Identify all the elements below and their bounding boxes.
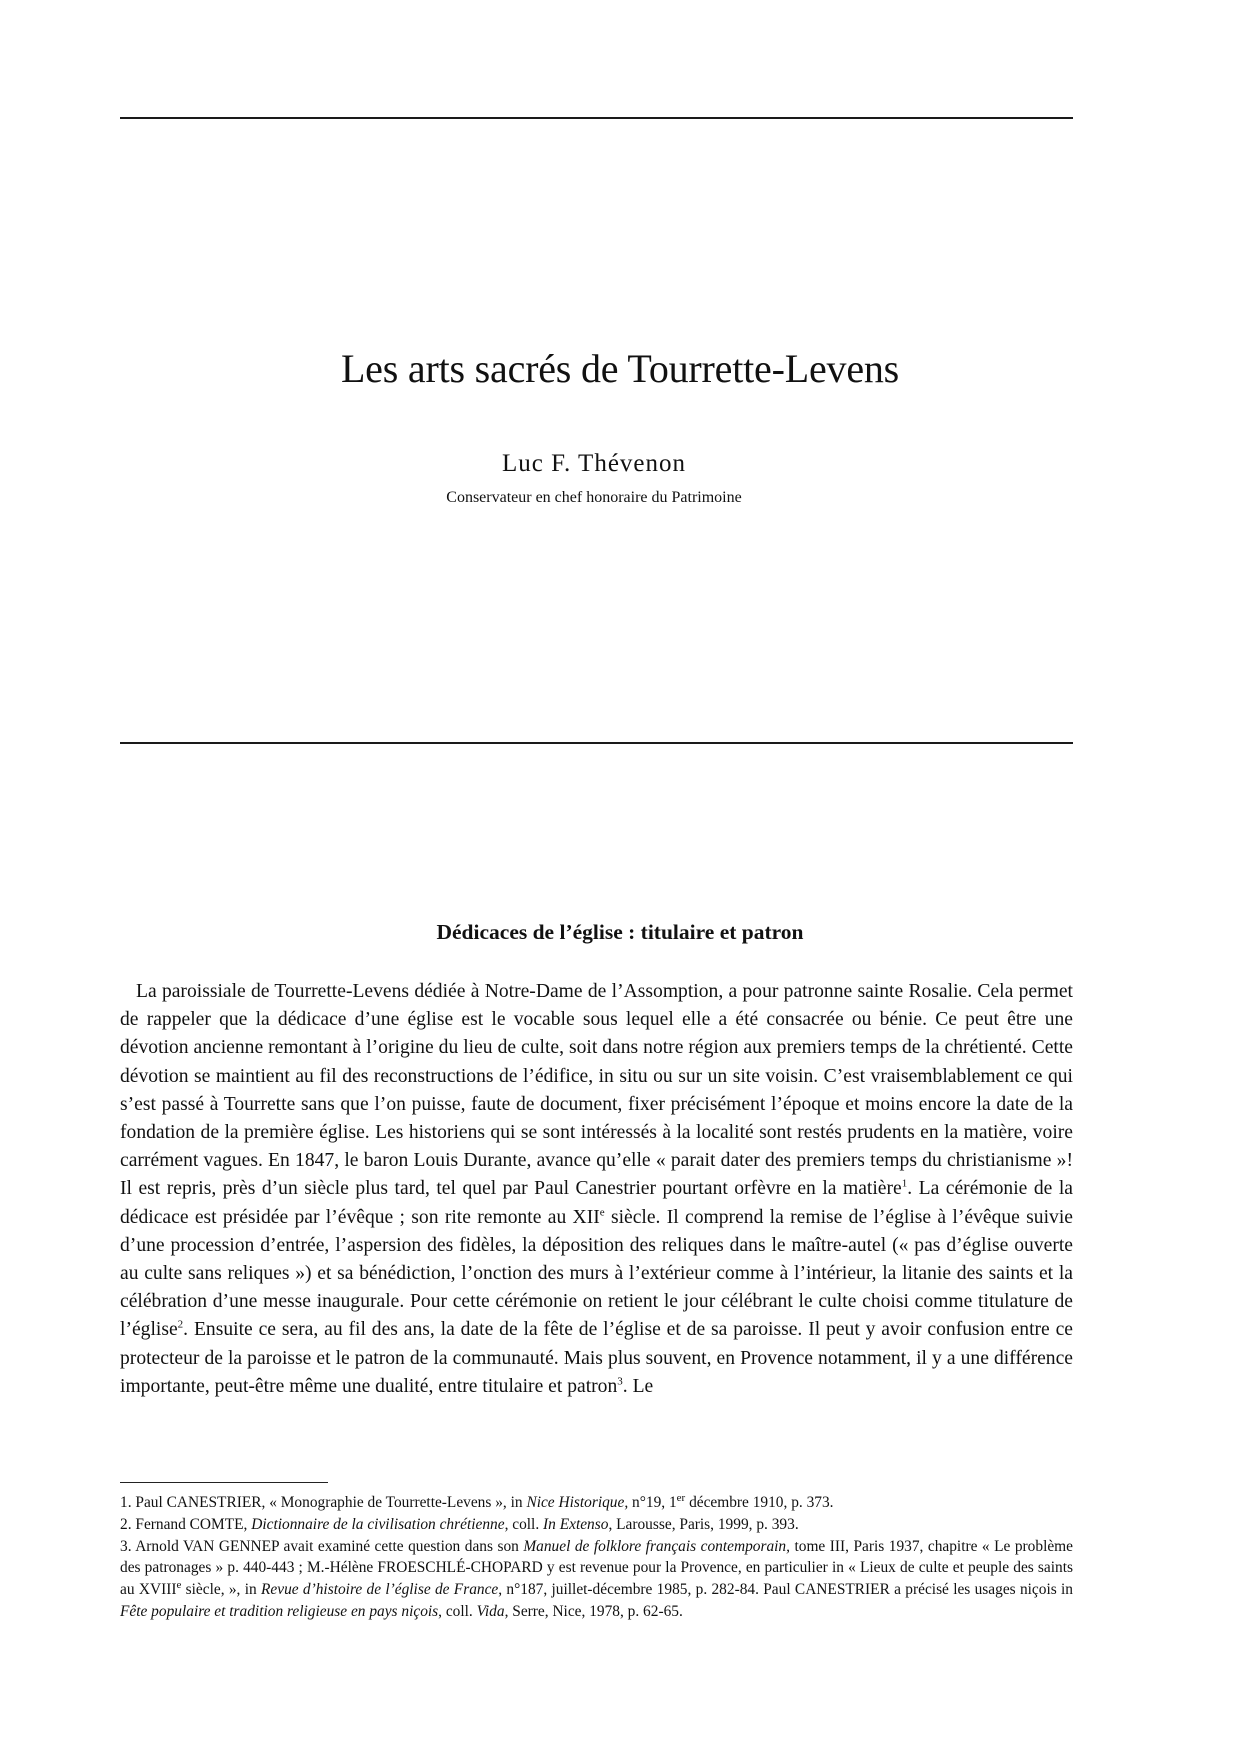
footnote-text: 2. Fernand COMTE, [120,1515,252,1533]
footnote-text: , coll. [438,1602,477,1620]
middle-rule [120,742,1073,744]
footnote-ref-3: 3 [617,1375,623,1388]
body-text-part: siècle. Il comprend la remise de l’église à l’évêque suivie d’une procession d’entrée, l’aspersion des fidèles, la déposition des reliques dans le maître-autel (« pas d’église ouverte au culte sans reliques ») et sa bénédiction, l’onction des murs à l’extérieur comme à l’intérieur, la litanie des saints et la célébration d’une messe inaugurale. Pour cette cérémonie on retient le jour célébrant le culte choisi comme titulature de l’église [120,1206,1073,1341]
footnote-1 [120,1492,1073,1514]
author-affiliation: Conservateur en chef honoraire du Patrimoine [446,489,742,506]
footnote-superscript: er [676,1491,686,1504]
footnote-italic: Fête populaire et tradition religieuse en pays niçois [120,1602,439,1620]
footnote-text: 1. Paul CANESTRIER, « Monographie de Tourrette-Levens », in [120,1494,527,1511]
footnote-italic: Manuel de folklore français contemporain, [523,1537,790,1555]
footnotes [120,1492,1073,1623]
body-text-part: La paroissiale de Tourrette-Levens dédiée à Notre-Dame de l’Assomption, a pour patronne sainte Rosalie. Cela permet de rappeler que la dédicace d’une église est le vocable sous lequel elle a été consacrée ou bénie. Ce peut être une dévotion ancienne remontant à l’origine du lieu de culte, soit dans notre région aux premiers temps de la chrétienté. Cette dévotion se maintient au fil des reconstructions de l’édifice, in situ ou sur un site voisin. C’est vraisemblablement ce qui s’est passé à Tourrette sans que l’on puisse, faute de document, fixer précisément l’époque et moins encore la date de la fondation de la première église. Les historiens qui se sont intéressés à la localité sont restés prudents en la matière, voire carrément vagues. En 1847, le baron Louis Durante, avance qu’elle « parait dater des premiers temps du christianisme »! Il est repris, près d’un siècle plus tard, tel quel par Paul Canestrier pourtant orfèvre en la matière [120,981,1073,1200]
body-text-part: . La cérémonie de la dédicace est présidée par l’évêque ; son rite remonte au XII [120,1178,1073,1228]
body-text-part: . Le [622,1375,654,1397]
footnote-text: n°19, 1 [628,1494,677,1511]
footnote-text: 3. Arnold VAN GENNEP avait examiné cette question dans son [120,1537,524,1555]
footnote-text: siècle, », in [181,1581,262,1599]
footnote-separator [120,1482,328,1483]
footnote-italic: Nice Historique, [526,1494,629,1511]
footnote-italic: In Extenso [543,1515,609,1533]
footnote-italic: Vida [476,1602,505,1620]
footnote-text: , Larousse, Paris, 1999, p. 393. [608,1515,799,1533]
footnote-italic: Revue d’histoire de l’église de France [261,1581,499,1599]
footnote-text: , n°187, juillet-décembre 1985, p. 282-84. Paul CANESTRIER a précisé les usages niçois in [498,1581,1074,1599]
footnote-text: , Serre, Nice, 1978, p. 62-65. [504,1602,683,1620]
superscript-e: e [599,1206,605,1219]
body-paragraph [120,978,1073,1401]
page-title: Les arts sacrés de Tourrette-Levens [340,346,900,391]
footnote-2 [120,1514,1073,1536]
body-text-part: . Ensuite ce sera, au fil des ans, la date de la fête de l’église et de sa paroisse. Il peut y avoir confusion entre ce protecteur de la paroisse et le patron de la communauté. Mais plus souvent, en Provence notamment, il y a une différence importante, peut-être même une dualité, entre titulaire et patron [120,1319,1073,1397]
footnote-italic: Dictionnaire de la civilisation chrétienne [251,1515,505,1533]
section-heading: Dédicaces de l’église : titulaire et patron [436,920,804,944]
author-name: Luc F. Thévenon [501,450,687,477]
footnote-ref-2: 2 [177,1318,184,1331]
footnote-text: décembre 1910, p. 373. [685,1494,834,1511]
footnote-ref-1: 1 [901,1177,908,1190]
top-rule [120,117,1073,119]
footnote-3 [120,1536,1073,1623]
footnote-superscript: e [176,1579,182,1592]
footnote-text: , coll. [504,1515,544,1533]
footnote-text: tome III, Paris 1937, chapitre « Le problème des patronages » p. 440-443 ; M.-Hélène FROESCHLÉ-CHOPARD y est revenue pour la Provence, en particulier in « Lieux de culte et peuple des saints au XVIII [120,1537,1073,1599]
